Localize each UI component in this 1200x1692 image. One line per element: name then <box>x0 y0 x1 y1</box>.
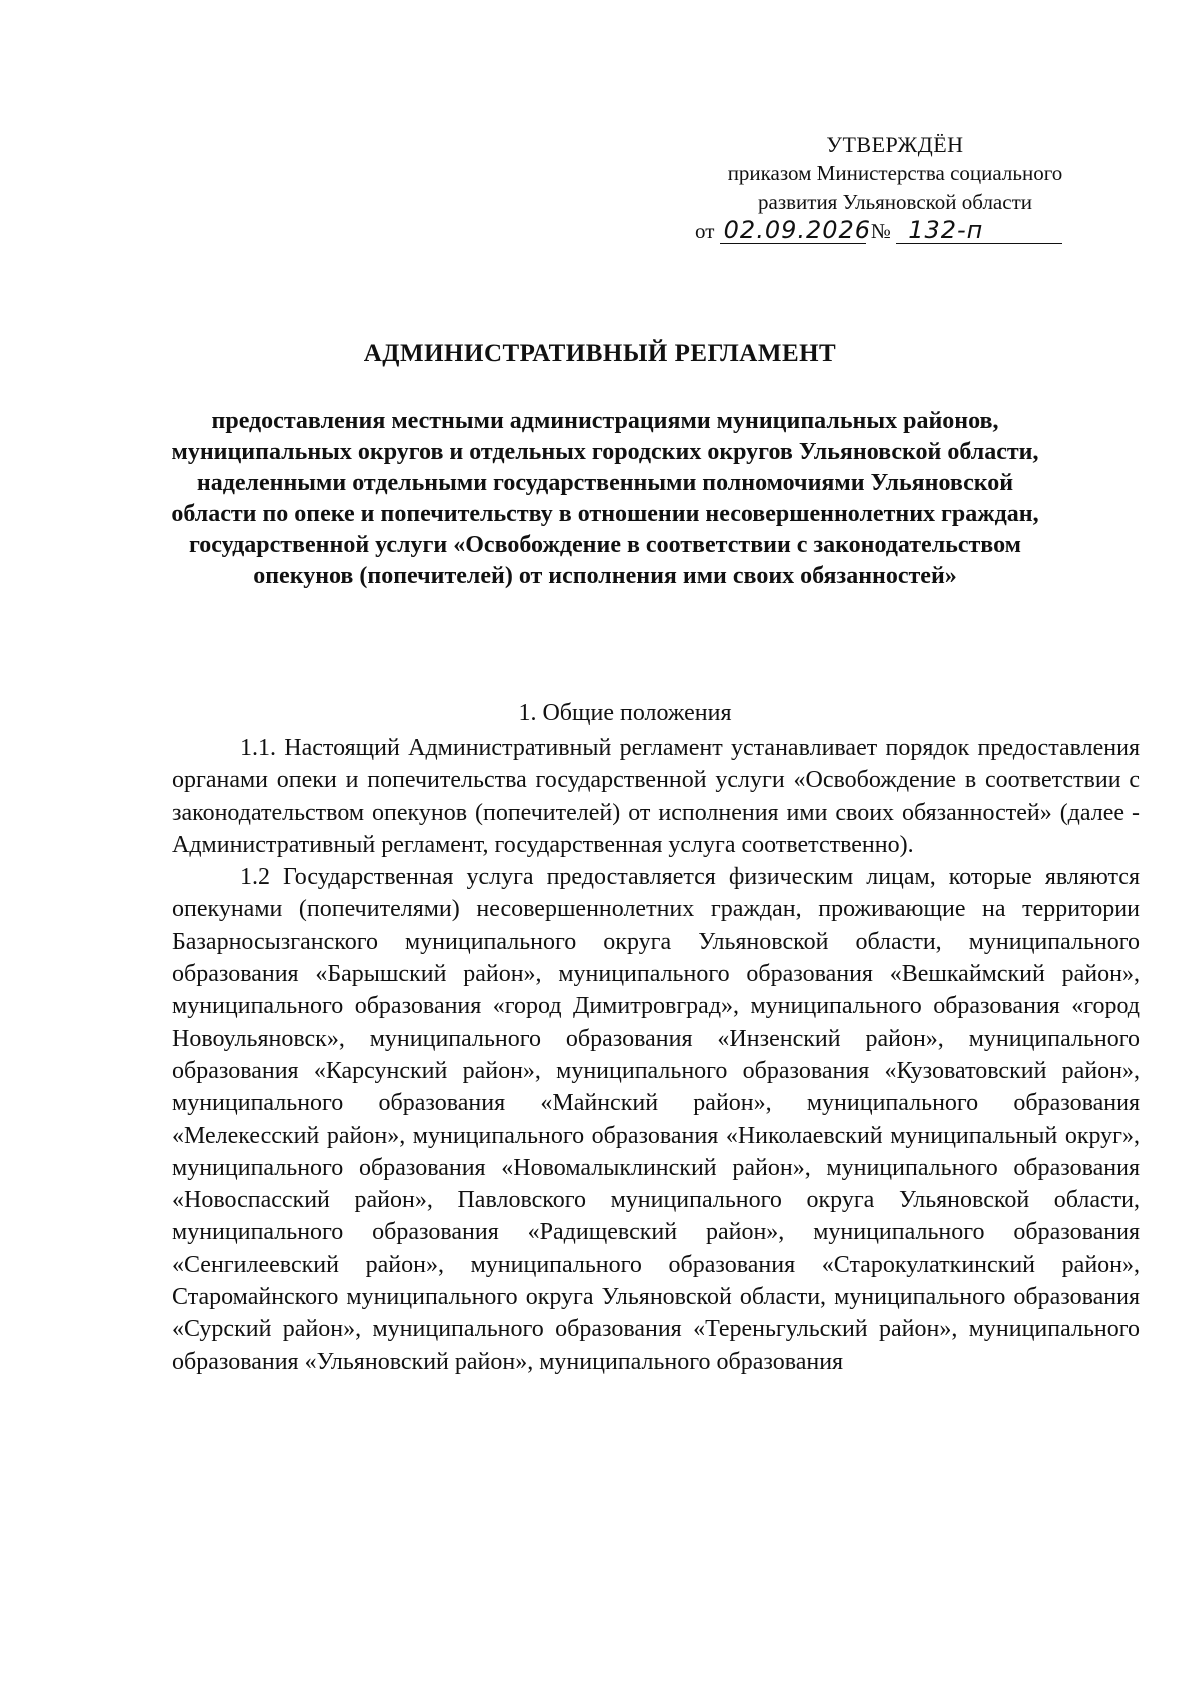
paragraph-1-1: 1.1. Настоящий Административный регламент устанавливает порядок предоставления органами опеки и попечительства государственной услуги «Освобождение в соответствии с законодательством опекунов (попечителей) от исполнения ими своих обязанностей» (далее - Административный регламент, государственная услуга соответственно). <box>172 735 1140 858</box>
handwritten-number: 132-п <box>896 217 1062 244</box>
document-subtitle: предоставления местными администрациями муниципальных районов, муниципальных округов и отдельных городских округов Ульяновской области, наделенными отдельными государственными полномочиями Ульяновской области по опеке и попечительству в отношении несовершеннолетних граждан, государственной услуги «Освобождение в соответствии с законодательством опекунов (попечителей) от исполнения ими своих обязанностей» <box>171 408 1039 589</box>
handwritten-date: 02.09.2026 <box>720 217 866 244</box>
date-prefix: от <box>695 219 715 243</box>
approval-stamp <box>675 130 1115 246</box>
approved-label: УТВЕРЖДЁН <box>826 132 964 157</box>
number-sign: № <box>870 219 891 243</box>
approval-line-1: приказом Министерства социального <box>727 161 1063 185</box>
section-body <box>172 732 1140 1378</box>
approval-line-2: развития Ульяновской области <box>758 190 1032 214</box>
document-title: АДМИНИСТРАТИВНЫЙ РЕГЛАМЕНТ <box>363 340 837 367</box>
approval-date-number <box>675 217 1115 246</box>
section-heading: 1. Общие положения <box>518 700 732 726</box>
paragraph-1-2: 1.2 Государственная услуга предоставляется физическим лицам, которые являются опекунами (попечителями) несовершеннолетних граждан, проживающие на территории Базарносызганского муниципального округа Ульяновской области, муниципального образования «Барышский район», муниципального образования «Вешкаймский район», муниципального образования «город Димитровград», муниципального образования «город Новоульяновск», муниципального образования «Инзенский район», муниципального образования «Карсунский район», муниципального образования «Кузоватовский район», муниципального образования «Майнский район», муниципального образования «Мелекесский район», муниципального образования «Николаевский муниципальный округ», муниципального образования «Новомалыклинский район», муниципального образования «Новоспасский район», Павловского муниципального округа Ульяновской области, муниципального образования «Радищевский район», муниципального образования «Сенгилеевский район», муниципального образования «Старокулаткинский район», Старомайнского муниципального округа Ульяновской области, муниципального образования «Сурский район», муниципального образования «Тереньгульский район», муниципального образования «Ульяновский район», муниципального образования <box>172 864 1140 1375</box>
